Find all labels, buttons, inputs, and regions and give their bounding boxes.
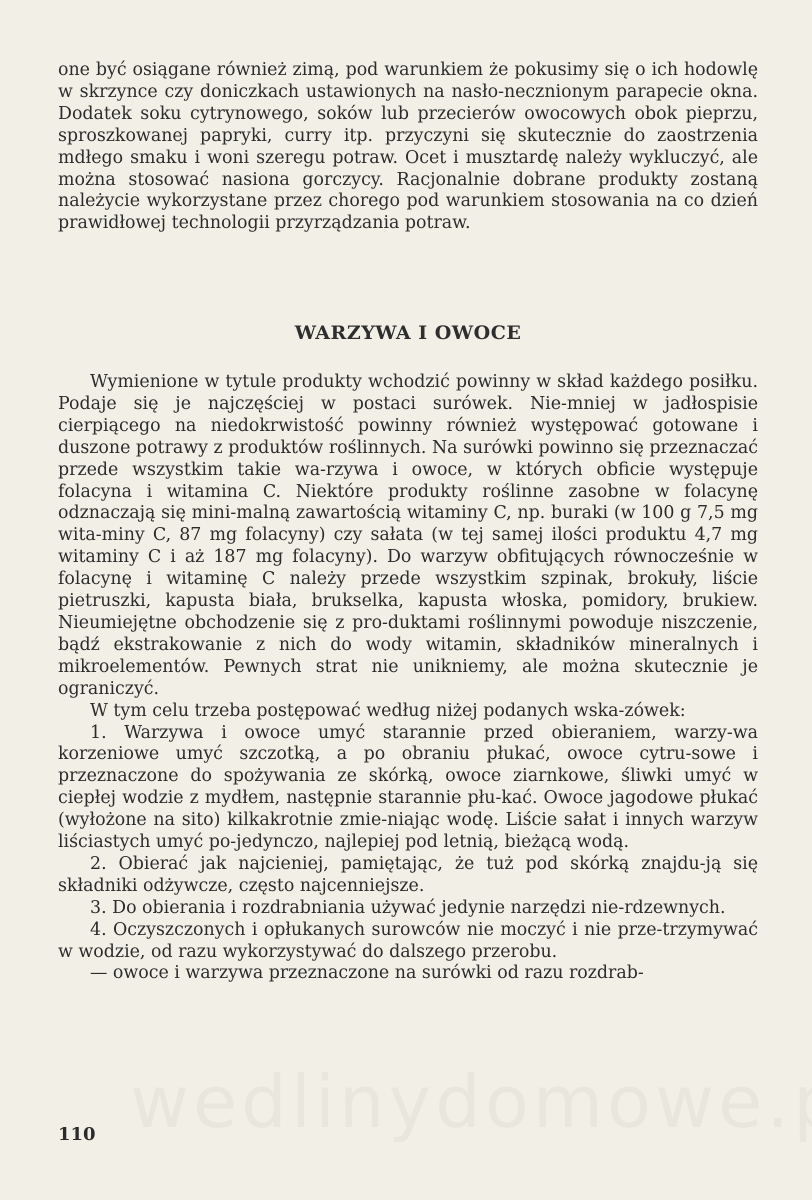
- list-item: — owoce i warzywa przeznaczone na surówki od razu rozdrab-: [90, 963, 644, 984]
- section-heading: WARZYWA I OWOCE: [294, 322, 522, 344]
- list-item: 1. Warzywa i owoce umyć starannie przed obieraniem, warzy-wa korzeniowe umyć szczotką, a po obraniu płukać, owoce cytru-sowe i przeznaczone do spożywania ze skórką, owoce ziarnkowe, śliwki umyć w ciepłej wodzie z mydłem, następnie starannie płu-kać. Owoce jagodowe płukać (wyłożone na sito) kilkakrotnie zmie-niając wodę. Liście sałat i innych warzyw liściastych umyć po-jedynczo, najlepiej pod letnią, bieżącą wodą.: [58, 722, 758, 853]
- watermark: [130, 1060, 690, 1144]
- intro-paragraph: one być osiągane również zimą, pod warunkiem że pokusimy się o ich hodowlę w skrzynce czy doniczkach ustawionych na nasło-necznionym parapecie okna. Dodatek soku cytrynowego, soków lub przecierów owocowych obok pieprzu, sproszkowanej papryki, curry itp. przyczyni się skutecznie do zaostrzenia mdłego smaku i woni szeregu potraw. Ocet i musztardę należy wykluczyć, ale można stosować nasiona gorczycy. Racjonalnie dobrane produkty zostaną należycie wykorzystane przez chorego pod warunkiem stosowania na co dzień prawidłowej technologii przyrządzania potraw.: [58, 60, 758, 234]
- intro-text: [58, 60, 758, 235]
- paragraph: Wymienione w tytule produkty wchodzić powinny w skład każdego posiłku. Podaje się je najczęściej w postaci surówek. Nie-mniej w jadłospisie cierpiącego na niedokrwistość powinny również występować gotowane i duszone potrawy z produktów roślinnych. Na surówki powinno się przeznaczać przede wszystkim takie wa-rzywa i owoce, w których obficie występuje folacyna i witamina C. Niektóre produkty roślinne zasobne w folacynę odznaczają się mini-malną zawartością witaminy C, np. buraki (w 100 g 7,5 mg wita-miny C, 87 mg folacyny) czy sałata (w tej samej ilości produktu 4,7 mg witaminy C i aż 187 mg folacyny). Do warzyw obfitujących równocześnie w folacynę i witaminę C należy przede wszystkim szpinak, brokuły, liście pietruszki, kapusta biała, brukselka, kapusta włoska, pomidory, brukiew. Nieumiejętne obchodzenie się z pro-duktami roślinnymi powoduje niszczenie, bądź ekstrakowanie z nich do wody witamin, składników mineralnych i mikroelementów. Pewnych strat nie unikniemy, ale można skutecznie je ograniczyć.: [58, 372, 758, 699]
- section-body: [58, 372, 758, 985]
- list-item: 2. Obierać jak najcieniej, pamiętając, że tuż pod skórką znajdu-ją się składniki odżywcze, często najcenniejsze.: [58, 853, 758, 896]
- list-item: 4. Oczyszczonych i opłukanych surowców nie moczyć i nie prze-trzymywać w wodzie, od razu wykorzystywać do dalszego przerobu.: [58, 919, 758, 962]
- paragraph: W tym celu trzeba postępować według niżej podanych wska-zówek:: [90, 700, 686, 721]
- list-item: 3. Do obierania i rozdrabniania używać jedynie narzędzi nie-rdzewnych.: [90, 897, 726, 918]
- page-number: 110: [58, 1124, 96, 1145]
